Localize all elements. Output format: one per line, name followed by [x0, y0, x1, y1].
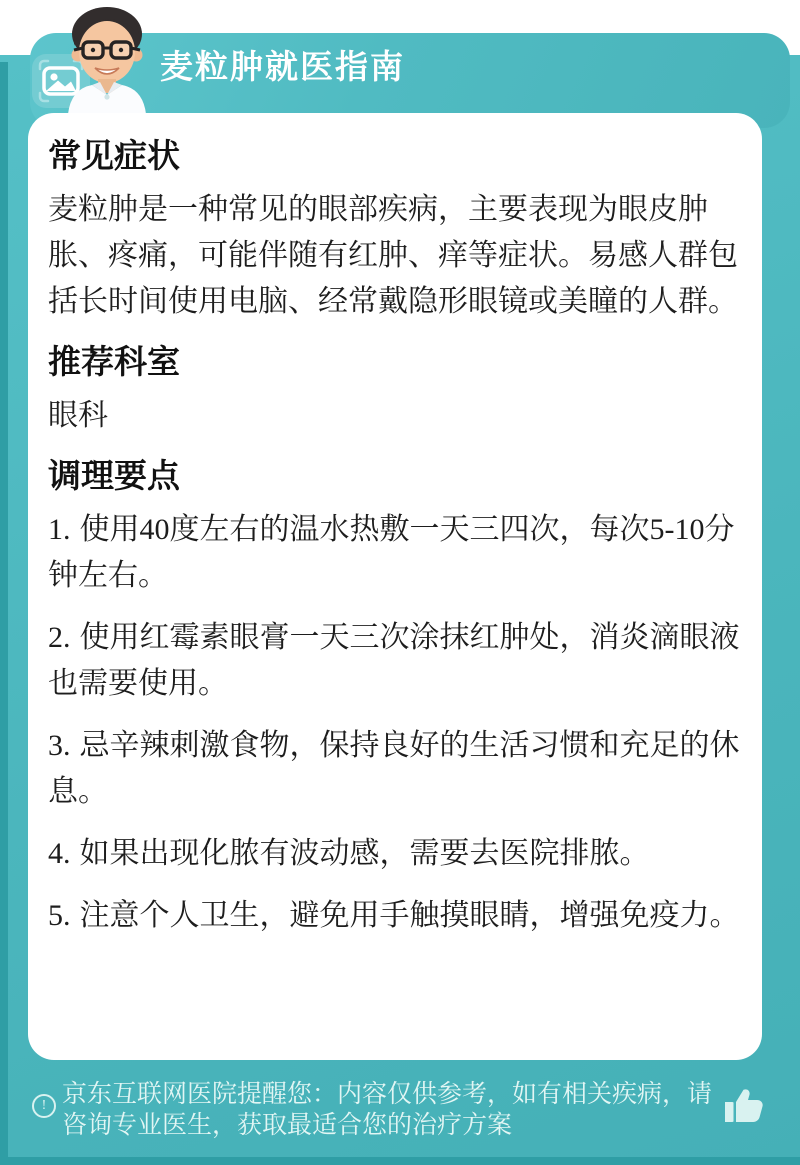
tip-item-3: [48, 723, 742, 815]
tip-text: 忌辛辣刺激食物，保持良好的生活习惯和充足的休息。: [48, 729, 740, 808]
thumbs-up-icon[interactable]: [723, 1088, 763, 1124]
doctor-avatar: [50, 0, 164, 114]
alert-circle-icon: !: [32, 1094, 56, 1118]
section-heading-tips: 调理要点: [48, 457, 180, 494]
tip-text: 如果出现化脓有波动感，需要去医院排脓。: [79, 837, 650, 870]
tip-number: 5.: [48, 899, 71, 932]
tip-number: 2.: [48, 621, 71, 654]
tip-text: 注意个人卫生，避免用手触摸眼睛，增强免疫力。: [79, 899, 740, 932]
bottom-edge-strip: [0, 1157, 800, 1165]
tip-item-2: [48, 615, 742, 707]
tip-text: 使用40度左右的温水热敷一天三四次，每次5-10分钟左右。: [48, 513, 735, 592]
tip-item-5: [48, 893, 742, 939]
department-text: 眼科: [48, 399, 108, 432]
tip-number: 3.: [48, 729, 71, 762]
footer-disclaimer: 京东互联网医院提醒您：内容仅供参考，如有相关疾病，请咨询专业医生，获取最适合您的治疗方案: [62, 1080, 713, 1139]
tip-number: 4.: [48, 837, 71, 870]
symptoms-text: 麦粒肿是一种常见的眼部疾病，主要表现为眼皮肿胀、疼痛，可能伴随有红肿、痒等症状。易感人群包括长时间使用电脑、经常戴隐形眼镜或美瞳的人群。: [48, 193, 738, 318]
tip-item-1: [48, 507, 742, 599]
tip-text: 使用红霉素眼膏一天三次涂抹红肿处，消炎滴眼液也需要使用。: [48, 621, 740, 700]
page-title: 麦粒肿就医指南: [160, 48, 405, 85]
section-heading-symptoms: 常见症状: [48, 137, 180, 174]
section-heading-department: 推荐科室: [48, 343, 180, 380]
content-card: [28, 113, 762, 1060]
left-edge-strip: [0, 62, 8, 1165]
tip-item-4: [48, 831, 742, 877]
tip-number: 1.: [48, 513, 71, 546]
